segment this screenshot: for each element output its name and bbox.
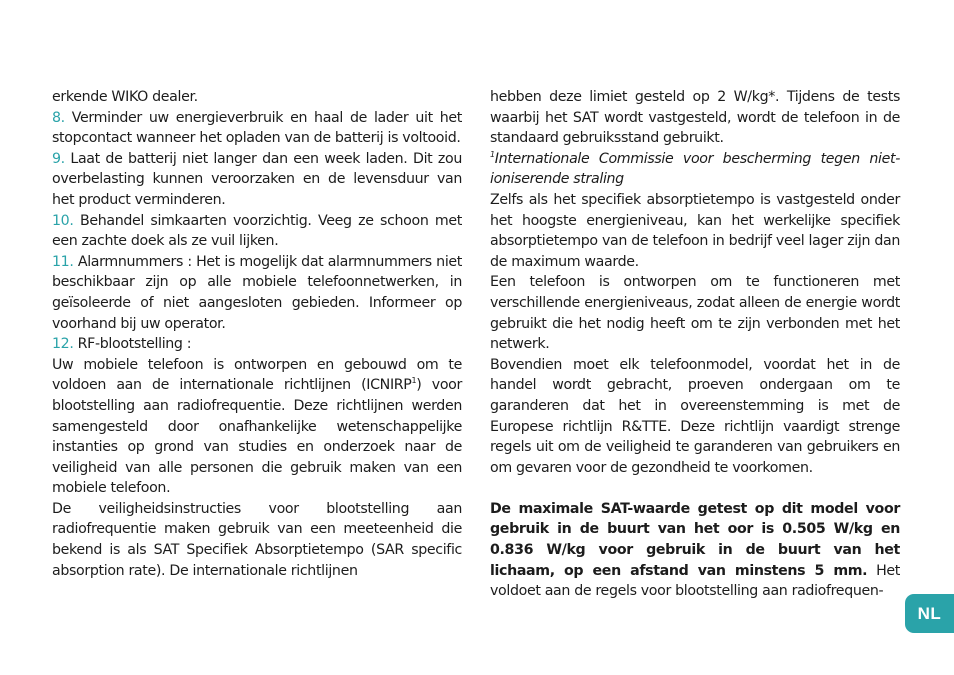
list-item-12 [52, 334, 462, 355]
item-text: Alarmnummers : Het is mogelijk dat alarmnummers niet beschikbaar zijn op alle mobiele telefoonnetwerken, in geïsoleerde of niet aangesloten gebieden. Informeer op voorhand bij uw operator. [52, 253, 462, 332]
paragraph: hebben deze limiet gesteld op 2 W/kg*. Tijdens de tests waarbij het SAT wordt vastgesteld, wordt de telefoon in de standaard gebruiksstand gebruikt. [490, 89, 900, 147]
spacer [490, 478, 900, 499]
continuation-line: erkende WIKO dealer. [52, 89, 198, 105]
list-item-9 [52, 149, 462, 211]
item-text: Behandel simkaarten voorzichtig. Veeg ze schoon met een zachte doek als ze vuil lijken. [52, 212, 462, 250]
language-tab: NL [905, 594, 954, 633]
left-column [52, 87, 462, 581]
right-column [490, 87, 900, 602]
paragraph: Een telefoon is ontworpen om te functioneren met verschillende energieniveaus, zodat alleen de energie wordt gebruikt die het nodig heeft om te zijn verbonden met het netwerk. [490, 274, 900, 353]
sar-values: De maximale SAT-waarde getest op dit model voor gebruik in de buurt van het oor is 0.505 W/kg en 0.836 W/kg voor gebruik in de buurt van het lichaam, op een afstand van minstens 5 mm. [490, 500, 900, 579]
footnote-marker: 1 [411, 376, 417, 386]
list-item-8 [52, 108, 462, 149]
paragraph: Uw mobiele telefoon is ontworpen en gebouwd om te voldoen aan de internationale richtlijnen (ICNIRP$^1$) voor blootstelling aan radiofrequentie. Deze richtlijnen werden samengesteld door onafhankelijke wetenschappelijke instanties op grond van studies en onderzoek naar de veiligheid van alle personen die gebruik maken van een mobiele telefoon. [52, 356, 462, 497]
item-number: 9. [52, 150, 65, 167]
item-number: 11. [52, 253, 74, 270]
item-text: Laat de batterij niet langer dan een week laden. Dit zou overbelasting kunnen veroorzaken en de levensduur van het product verminderen. [52, 150, 462, 208]
section-heading: RF-blootstelling : [73, 336, 192, 353]
item-number: 10. [52, 212, 74, 229]
paragraph: Bovendien moet elk telefoonmodel, voordat het in de handel wordt gebracht, proeven ondergaan om te garanderen dat het in overeenstemming is met de Europese richtlijn R&TTE. Deze richtlijn vaardigt strenge regels uit om de veiligheid te garanderen van gebruikers en om gevaren voor de gezondheid te voorkomen. [490, 356, 900, 476]
item-text: Verminder uw energieverbruik en haal de lader uit het stopcontact wanneer het opladen van de batterij is voltooid. [52, 109, 462, 147]
item-number: 8. [52, 109, 65, 126]
item-number: 12. [52, 336, 74, 353]
footnote: $^1$Internationale Commissie voor bescherming tegen niet-ioniserende straling [490, 149, 900, 188]
paragraph: Zelfs als het specifiek absorptietempo is vastgesteld onder het hoogste energieniveau, kan het werkelijke specifiek absorptietempo van de telefoon in bedrijf veel lager zijn dan de maximum waarde. [490, 191, 900, 270]
footnote-marker: 1 [490, 149, 495, 159]
paragraph: De veiligheidsinstructies voor blootstelling aan radiofrequentie maken gebruik van een meeteenheid die bekend is als SAT Specifiek Absorptietempo (SAR specific absorption rate). De internationale richtlijnen [52, 500, 462, 579]
list-item-10 [52, 211, 462, 252]
list-item-11 [52, 252, 462, 334]
sar-statement: De maximale SAT-waarde getest op dit model voor gebruik in de buurt van het oor is 0.505 W/kg en 0.836 W/kg voor gebruik in de buurt van het lichaam, op een afstand van minstens 5 mm. Het voldoet aan de regels voor blootstelling aan radiofrequen- [490, 500, 900, 600]
